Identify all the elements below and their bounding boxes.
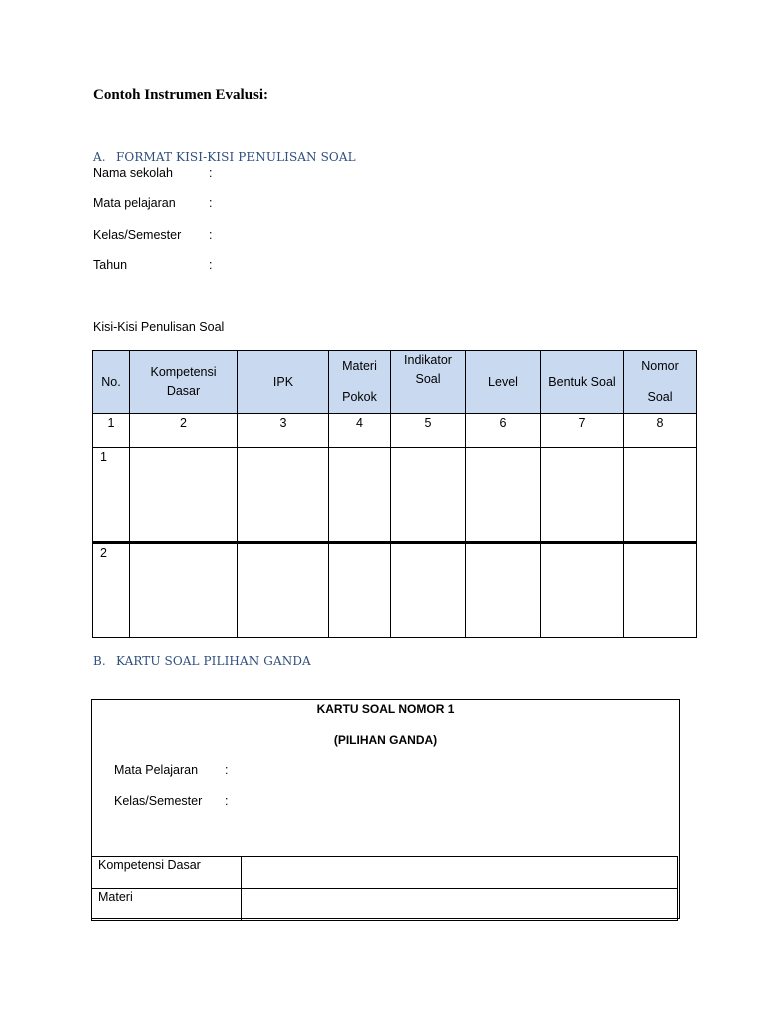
card-row-value (242, 889, 678, 921)
section-a-number: A. (93, 150, 106, 164)
section-b-number: B. (93, 654, 106, 668)
header-bentuk-soal: Bentuk Soal (541, 351, 624, 414)
table-cell (624, 448, 697, 543)
table-cell (130, 448, 238, 543)
header-kompetensi-dasar: Kompetensi Dasar (130, 351, 238, 414)
table-cell (391, 543, 466, 638)
section-a-title: FORMAT KISI-KISI PENULISAN SOAL (116, 150, 356, 164)
section-b-title: KARTU SOAL PILIHAN GANDA (116, 654, 311, 668)
card-detail-table (91, 856, 678, 921)
table-cell (466, 448, 541, 543)
column-number: 5 (391, 414, 466, 448)
column-number: 8 (624, 414, 697, 448)
column-number: 3 (238, 414, 329, 448)
header-ipk: IPK (238, 351, 329, 414)
field-tahun (93, 258, 213, 272)
card-field-kelas-semester (114, 794, 229, 808)
row-number: 1 (93, 448, 130, 543)
column-number: 4 (329, 414, 391, 448)
table-row (93, 543, 697, 638)
table-cell (391, 448, 466, 543)
header-materi-pokok: Materi Pokok (329, 351, 391, 414)
card-field-mata-pelajaran (114, 763, 229, 777)
field-colon: : (209, 228, 213, 242)
field-label: Mata pelajaran (93, 196, 176, 210)
table-cell (329, 448, 391, 543)
card-title: KARTU SOAL NOMOR 1 (316, 702, 455, 716)
kisi-kisi-table (92, 350, 697, 638)
card-field-colon: : (225, 763, 229, 777)
field-colon: : (209, 196, 213, 210)
table-caption: Kisi-Kisi Penulisan Soal (93, 320, 225, 334)
field-mata-pelajaran (93, 196, 213, 210)
table-cell (238, 448, 329, 543)
field-label: Nama sekolah (93, 166, 173, 180)
table-cell (329, 543, 391, 638)
table-cell (624, 543, 697, 638)
field-colon: : (209, 166, 213, 180)
card-row-label: Materi (92, 889, 242, 921)
column-number: 7 (541, 414, 624, 448)
card-row-label: Kompetensi Dasar (92, 857, 242, 889)
header-indikator-soal: Indikator Soal (391, 351, 466, 414)
field-nama-sekolah (93, 166, 213, 180)
card-row-kompetensi-dasar (92, 857, 678, 889)
card-field-label: Mata Pelajaran (114, 763, 199, 777)
document-title: Contoh Instrumen Evalusi: (93, 87, 269, 103)
card-row-value (242, 857, 678, 889)
table-cell (541, 543, 624, 638)
section-a-heading (93, 150, 356, 164)
card-field-colon: : (225, 794, 229, 808)
row-number: 2 (93, 543, 130, 638)
header-level: Level (466, 351, 541, 414)
field-colon: : (209, 258, 213, 272)
column-number: 6 (466, 414, 541, 448)
field-label: Tahun (93, 258, 128, 272)
card-row-materi (92, 889, 678, 921)
table-header-row (93, 351, 697, 414)
section-b-heading (93, 654, 311, 668)
field-kelas-semester (93, 228, 213, 242)
column-number: 1 (93, 414, 130, 448)
card-subtitle: (PILIHAN GANDA) (333, 733, 438, 747)
table-cell (466, 543, 541, 638)
card-field-label: Kelas/Semester (114, 794, 203, 808)
field-label: Kelas/Semester (93, 228, 182, 242)
table-cell (130, 543, 238, 638)
table-row (93, 448, 697, 543)
kartu-soal-card (91, 699, 680, 919)
column-number-row (93, 414, 697, 448)
header-no: No. (93, 351, 130, 414)
column-number: 2 (130, 414, 238, 448)
header-nomor-soal: Nomor Soal (624, 351, 697, 414)
table-cell (238, 543, 329, 638)
table-cell (541, 448, 624, 543)
